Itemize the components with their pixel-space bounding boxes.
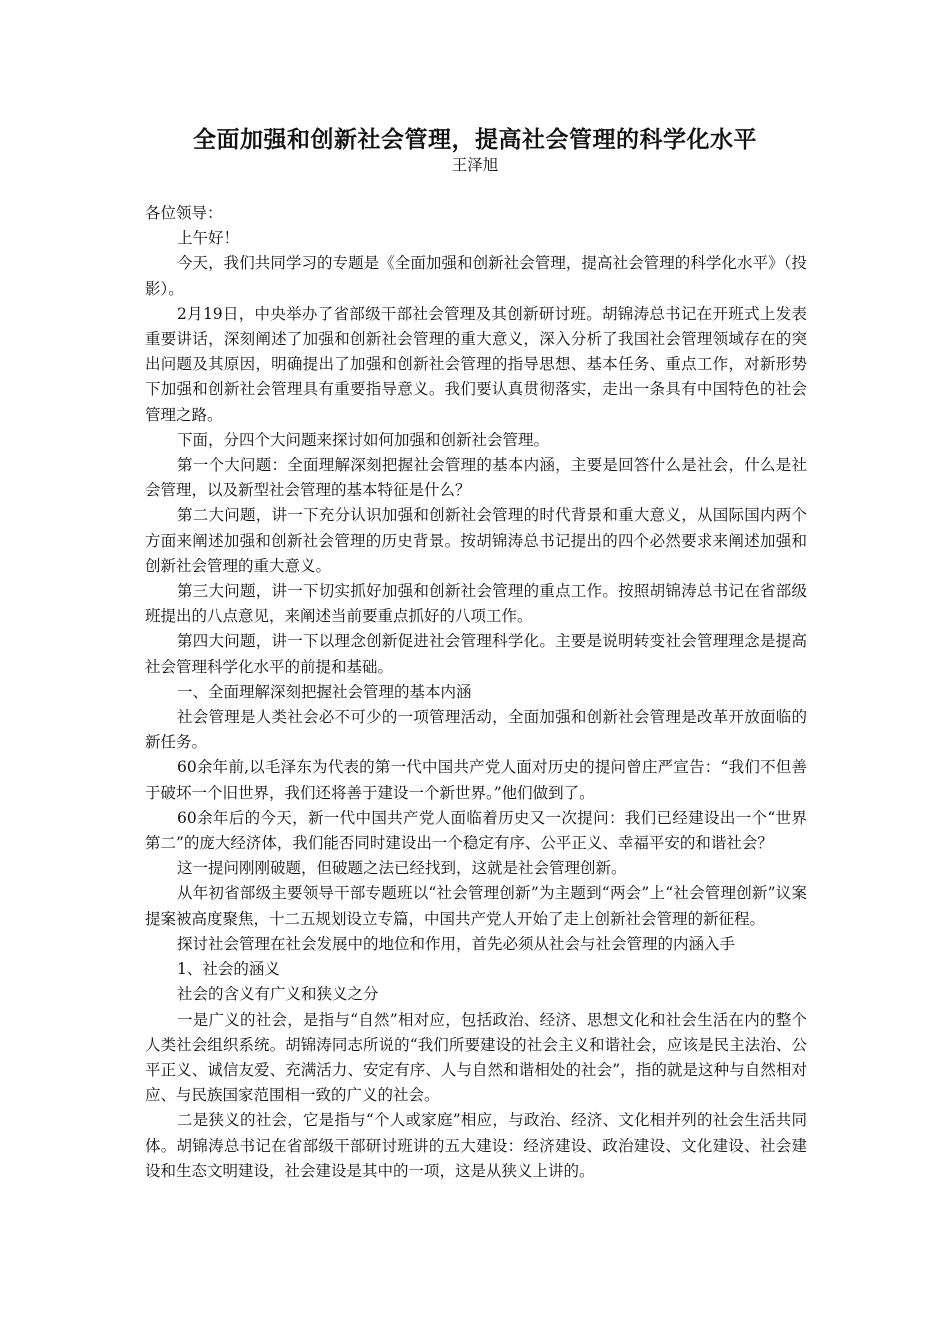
paragraph: 这一提问刚刚破题，但破题之法已经找到，这就是社会管理创新。 [177,859,627,878]
paragraph: 今天，我们共同学习的专题是《全面加强和创新社会管理，提高社会管理的科学化水平》（投影）。 [145,254,807,298]
paragraph: 社会的含义有广义和狭义之分 [177,985,379,1004]
subsection-heading: 1、社会的涵义 [177,960,280,979]
paragraph: 探讨社会管理在社会发展中的地位和作用，首先必须从社会与社会管理的内涵入手 [177,934,736,953]
paragraph: 下面，分四个大问题来探讨如何加强和创新社会管理。 [177,430,550,449]
paragraph: 社会管理是人类社会必不可少的一项管理活动，全面加强和创新社会管理是改革开放面临的新任务。 [145,708,807,752]
section-heading: 一、全面理解深刻把握社会管理的基本内涵 [177,682,472,701]
document-author: 王泽旭 [451,156,499,174]
greeting: 各位领导： [145,204,223,222]
paragraph: 第二大问题，讲一下充分认识加强和创新社会管理的时代背景和重大意义，从国际国内两个方面来阐述加强和创新社会管理的历史背景。按胡锦涛总书记提出的四个必然要求来阐述加强和创新社会管理的重大意义。 [145,506,807,575]
paragraph: 第四大问题，讲一下以理念创新促进社会管理科学化。主要是说明转变社会管理理念是提高社会管理科学化水平的前提和基础。 [145,632,807,676]
paragraph: 一是广义的社会，是指与“自然”相对应，包括政治、经济、思想文化和社会生活在内的整个人类社会组织系统。胡锦涛同志所说的“我们所要建设的社会主义和谐社会，应该是民主法治、公平正义、诚信友爱、充满活力、安定有序、人与自然和谐相处的社会”，指的就是这种与自然相对应、与民族国家范围相一致的广义的社会。 [145,1010,807,1105]
paragraph: 从年初省部级主要领导干部专题班以“社会管理创新”为主题到“两会”上“社会管理创新”议案提案被高度聚焦，十二五规划设立专篇，中国共产党人开始了走上创新社会管理的新征程。 [145,884,807,928]
paragraph: 上午好！ [177,229,240,248]
paragraph: 第三大问题，讲一下切实抓好加强和创新社会管理的重点工作。按照胡锦涛总书记在省部级班提出的八点意见，来阐述当前要重点抓好的八项工作。 [145,582,807,626]
paragraph: 第一个大问题：全面理解深刻把握社会管理的基本内涵，主要是回答什么是社会，什么是社会管理，以及新型社会管理的基本特征是什么？ [145,456,807,500]
paragraph: 60余年前,以毛泽东为代表的第一代中国共产党人面对历史的提问曾庄严宣告：“我们不但善于破坏一个旧世界，我们还将善于建设一个新世界。”他们做到了。 [145,758,807,802]
document-body [145,201,807,1184]
paragraph: 2月19日，中央举办了省部级干部社会管理及其创新研讨班。胡锦涛总书记在开班式上发表重要讲话，深刻阐述了加强和创新社会管理的重大意义，深入分析了我国社会管理领域存在的突出问题及其原因，明确提出了加强和创新社会管理的指导思想、基本任务、重点工作，对新形势下加强和创新社会管理具有重要指导意义。我们要认真贯彻落实，走出一条具有中国特色的社会管理之路。 [145,304,807,424]
paragraph: 60余年后的今天，新一代中国共产党人面临着历史又一次提问：我们已经建设出一个“世界第二”的庞大经济体，我们能否同时建设出一个稳定有序、公平正义、幸福平安的和谐社会？ [145,808,807,853]
document-title: 全面加强和创新社会管理，提高社会管理的科学化水平 [193,127,757,153]
paragraph: 二是狭义的社会，它是指与“个人或家庭”相应，与政治、经济、文化相并列的社会生活共同体。胡锦涛总书记在省部级干部研讨班讲的五大建设：经济建设、政治建设、文化建设、社会建设和生态文明建设，社会建设是其中的一项，这是从狭义上讲的。 [145,1111,807,1180]
